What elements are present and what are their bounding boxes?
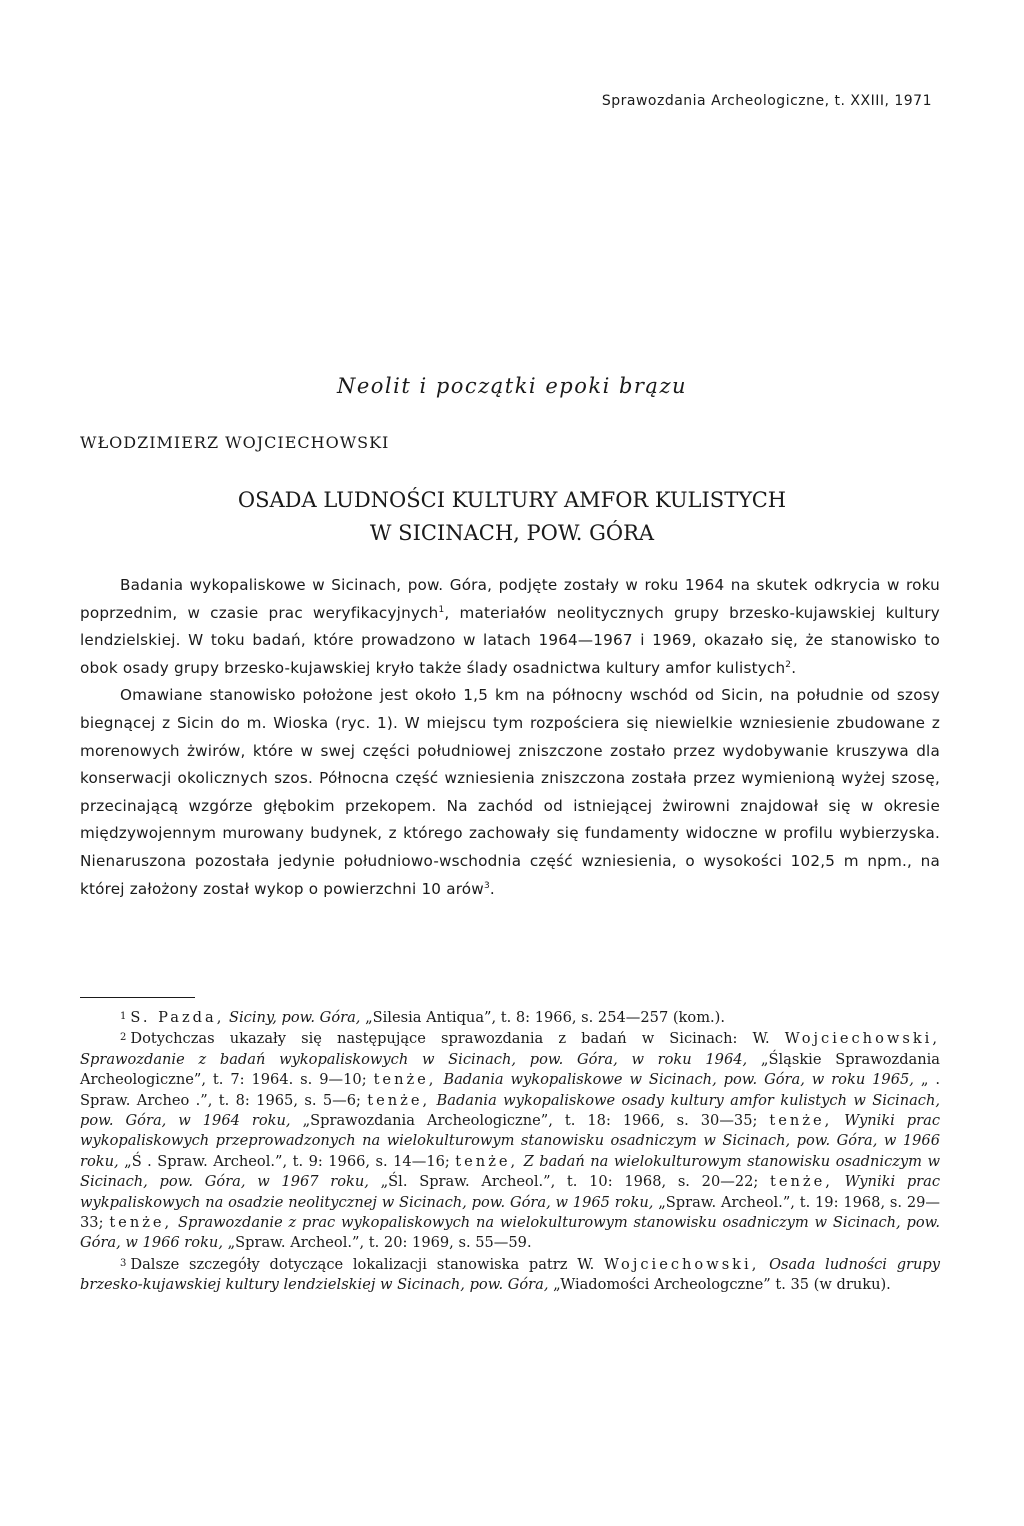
footnote-2-text-05: „Ś . Spraw. Archeol.”, t. 9: 1966, s. 14—16; [124,1152,450,1170]
footnote-2-author-01: Wojciechowski, [784,1030,940,1048]
footnote-3-text-2: „Wiadomości Archeologczne” t. 35 (w druku). [553,1276,891,1294]
footnote-2-title-01: Sprawozdanie z badań wykopaliskowych w Sicinach, pow. Góra, w roku 1964, [80,1050,748,1068]
footnote-2-text-02: „Śląskie Sprawozdania Archeologiczne”, t. 7: 1964. s. 9—10; [80,1050,941,1089]
footnote-1 [80,1007,940,1028]
footnote-ref-1: 1 [438,604,445,615]
paragraph-2-text-a: Omawiane stanowisko położone jest około 1,5 km na północny wschód od Sicin, na południe od szosy biegnącej z Sicin do m. Wioska (ryc. 1). W miejscu tym rozpościera się niewielkie wzniesienie zbudowane z morenowych żwirów, które w swej części południowej zniszczone zostało przez wydobywanie kruszywa dla konserwacji okolicznych szos. Północna część wzniesienia zniszczona została przez wymienioną wyżej szosę, przecinającą wzgórze głębokim przekopem. Na zachód od istniejącej żwirowni znajdował się w okresie międzywojennym murowany budynek, z którego zachowały się fundamenty widoczne w profilu wybierzyska. Nienaruszona pozostała jedynie południowo-wschodnia część wzniesienia, o wysokości 102,5 m npm., na której założony został wykop o powierzchni 10 arów [80,686,940,898]
footnote-3-author: Wojciechowski, [604,1255,760,1273]
footnotes [80,1007,940,1296]
article-title [0,484,1024,550]
footnote-2-title-03: Badania wykopaliskowe osady kultury amfor kulistych w Sicinach, pow. Góra, w 1964 roku, [80,1091,941,1130]
running-head: Sprawozdania Archeologiczne, t. XXIII, 1971 [601,93,932,109]
footnote-2-text-06: „Śl. Spraw. Archeol.”, t. 10: 1968, s. 20—22; [380,1173,759,1191]
footnote-2-text-07: „Spraw. Archeol.”, t. 19: 1968, s. 29—33; [80,1193,940,1232]
paragraph-2 [80,682,940,903]
footnote-2-number: 2 [120,1032,127,1044]
footnote-2 [80,1028,940,1253]
footnote-3-number: 3 [120,1257,127,1269]
footnote-ref-2: 2 [785,659,792,670]
footnote-1-title: Siciny, pow. Góra, [229,1009,361,1026]
paragraph-1 [80,572,940,682]
section-title: Neolit i początki epoki brązu [336,374,688,398]
footnote-2-author-02: tenże, [373,1071,437,1089]
footnote-3-text-1: Dalsze szczegóły dotyczące lokalizacji stanowiska patrz W. [130,1255,595,1273]
paragraph-1-text-a: Badania wykopaliskowe w Sicinach, pow. Góra, podjęte zostały w roku 1964 na skutek odkrycia w roku poprzednim, w czasie prac weryfikacyjnych [80,576,940,622]
footnote-2-author-04: tenże, [769,1112,833,1130]
footnote-2-author-06: tenże, [770,1173,833,1191]
footnote-1-number: 1 [120,1011,127,1022]
author-name: WŁODZIMIERZ WOJCIECHOWSKI [80,433,390,452]
footnote-2-author-07: tenże, [109,1214,173,1232]
article-title-line-2: W SICINACH, POW. GÓRA [369,521,655,545]
footnote-2-text-04: „Sprawozdania Archeologiczne”, t. 18: 1966, s. 30—35; [302,1112,758,1130]
article-title-line-1: OSADA LUDNOŚCI KULTURY AMFOR KULISTYCH [237,488,787,512]
footnote-1-author: S. Pazda, [130,1009,225,1026]
footnote-ref-3: 3 [483,880,490,891]
footnote-2-text-03: „ . Spraw. Archeo .”, t. 8: 1965, s. 5—6; [80,1071,941,1109]
footnote-2-title-07: Sprawozdanie z prac wykopaliskowych na wielokulturowym stanowisku osadniczym w Sicinach, pow. Góra, w 1966 roku, [80,1214,941,1252]
footnote-separator [80,997,195,998]
paragraph-1-text-b: , materiałów neolitycznych grupy brzesko-kujawskiej kultury lendzielskiej. W toku badań, które prowadzono w latach 1964—1967 i 1969, okazało się, że stanowisko to obok osady grupy brzesko-kujawskiej kryło także ślady osadnictwa kultury amfor kulistych [80,603,940,677]
footnote-2-title-04: Wyniki prac wykopaliskowych przeprowadzonych na wielokulturowym stanowisku osadniczym w Sicinach, pow. Góra, w 1966 roku, [80,1112,940,1170]
paragraph-1-text-c: . [791,658,797,677]
footnote-2-title-05: Z badań na wielokulturowym stanowisku osadniczym w Sicinach, pow. Góra, w 1967 roku, [80,1152,940,1191]
footnote-3-title: Osada ludności grupy brzesko-kujawskiej kultury lendzielskiej w Sicinach, pow. Góra, [80,1255,941,1294]
footnote-2-title-02: Badania wykopaliskowe w Sicinach, pow. Góra, w roku 1965, [443,1071,914,1089]
footnote-2-text-08: „Spraw. Archeol.”, t. 20: 1969, s. 55—59. [227,1234,532,1252]
paragraph-2-text-b: . [489,879,495,898]
footnote-2-text-01: Dotychczas ukazały się następujące sprawozdania z badań w Sicinach: W. [130,1030,770,1048]
footnote-2-author-05: tenże, [455,1152,519,1170]
body-text [80,572,940,903]
footnote-2-title-06: Wyniki prac wykpaliskowych na osadzie neolitycznej w Sicinach, pow. Góra, w 1965 roku, [80,1173,941,1211]
footnote-1-rest: „Silesia Antiqua”, t. 8: 1966, s. 254—257 (kom.). [365,1009,725,1026]
footnote-3 [80,1254,940,1296]
footnote-2-author-03: tenże, [367,1091,431,1109]
